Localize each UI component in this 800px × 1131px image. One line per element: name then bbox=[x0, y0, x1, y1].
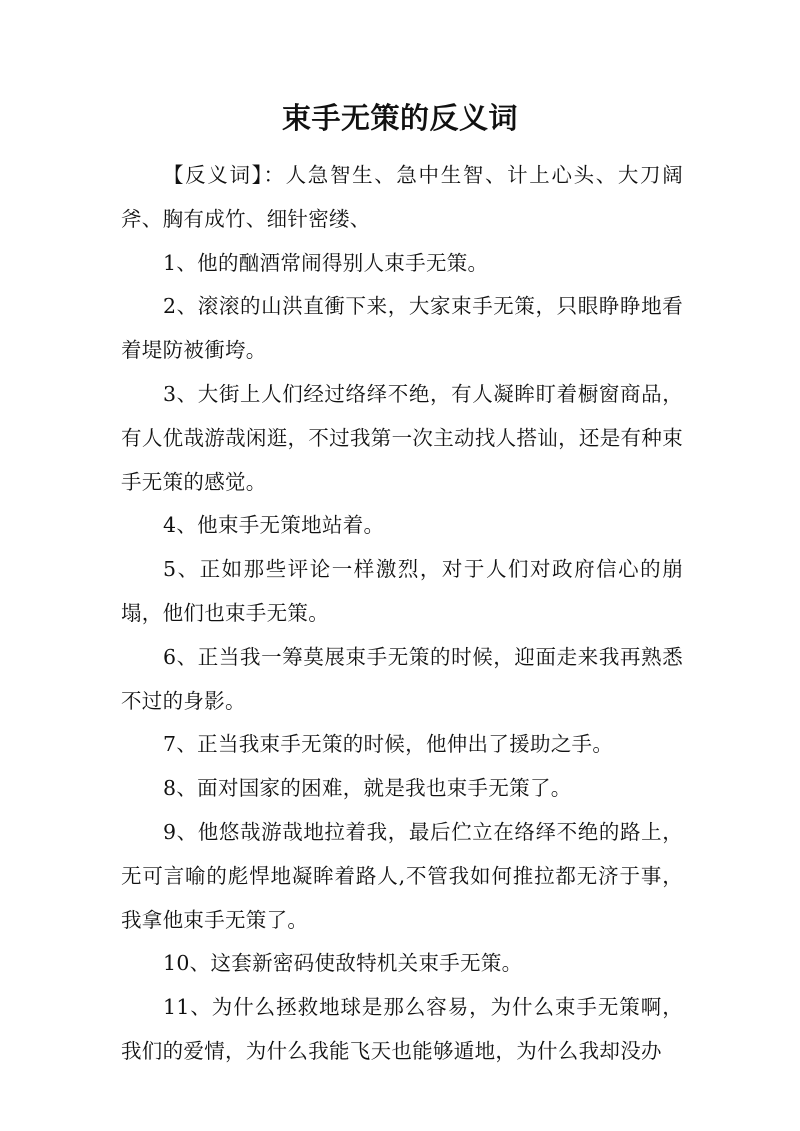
example-sentence-3: 3、大街上人们经过络绎不绝，有人凝眸盯着橱窗商品，有人优哉游哉闲逛，不过我第一次主动找人搭讪，还是有种束手无策的感觉。 bbox=[121, 381, 683, 494]
example-sentence-4: 4、他束手无策地站着。 bbox=[163, 513, 385, 538]
page-title: 束手无策的反义词 bbox=[281, 101, 518, 135]
example-sentence-9: 9、他悠哉游哉地拉着我，最后伫立在络绎不绝的路上，无可言喻的彪悍地凝眸着路人,不管我如何推拉都无济于事，我拿他束手无策了。 bbox=[121, 819, 683, 932]
antonyms-paragraph: 【反义词】：人急智生、急中生智、计上心头、大刀阔斧、胸有成竹、细针密缕、 bbox=[121, 163, 683, 231]
example-sentence-7: 7、正当我束手无策的时候，他伸出了援助之手。 bbox=[163, 732, 614, 757]
example-sentence-1: 1、他的酗酒常闹得别人束手无策。 bbox=[163, 250, 489, 275]
example-sentence-6: 6、正当我一筹莫展束手无策的时候，迎面走来我再熟悉不过的身影。 bbox=[121, 644, 683, 713]
example-sentence-10: 10、这套新密码使敌特机关束手无策。 bbox=[163, 951, 523, 976]
example-sentence-11: 11、为什么拯救地球是那么容易，为什么束手无策啊，我们的爱情，为什么我能飞天也能够遁地，为什么我却没办 bbox=[121, 995, 683, 1063]
document-body bbox=[121, 154, 683, 1074]
example-sentence-8: 8、面对国家的困难，就是我也束手无策了。 bbox=[163, 776, 572, 801]
example-sentence-5: 5、正如那些评论一样激烈，对于人们对政府信心的崩塌，他们也束手无策。 bbox=[121, 557, 683, 625]
example-sentence-2: 2、滚滚的山洪直衝下来，大家束手无策，只眼睁睁地看着堤防被衝垮。 bbox=[121, 294, 683, 363]
